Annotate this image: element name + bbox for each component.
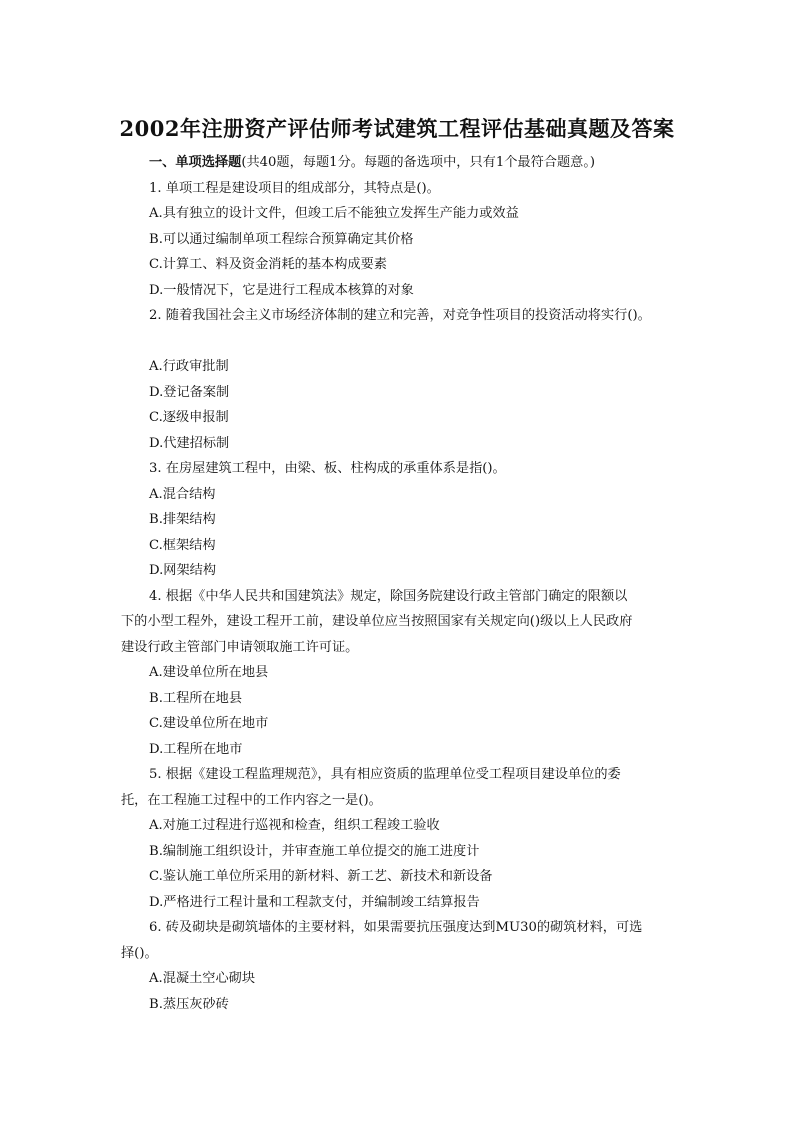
answer-option: B.工程所在地县 <box>149 690 243 706</box>
document-body <box>121 150 681 1017</box>
answer-option: D.工程所在地市 <box>149 741 243 757</box>
question-stem: 2. 随着我国社会主义市场经济体制的建立和完善，对竞争性项目的投资活动将实行()。 <box>149 308 651 323</box>
answer-option: C.鉴认施工单位所采用的新材料、新工艺、新技术和新设备 <box>149 869 493 884</box>
answer-option: B.编制施工组织设计，并审查施工单位提交的施工进度计 <box>149 843 480 859</box>
answer-option: A.混合结构 <box>149 486 216 502</box>
answer-option: A.混凝土空心砌块 <box>149 971 256 986</box>
section-note: (共40题，每题1分。每题的备选项中，只有1个最符合题意。) <box>241 155 596 170</box>
answer-option: C.建设单位所在地市 <box>149 716 269 731</box>
answer-option: C.逐级申报制 <box>149 410 229 425</box>
answer-option: D.严格进行工程计量和工程款支付，并编制竣工结算报告 <box>149 894 480 910</box>
answer-option: C.框架结构 <box>149 537 216 553</box>
answer-option: A.具有独立的设计文件，但竣工后不能独立发挥生产能力或效益 <box>149 206 519 221</box>
answer-option: D.网架结构 <box>149 563 217 578</box>
section-header <box>121 150 681 176</box>
question-stem: 3. 在房屋建筑工程中，由梁、板、柱构成的承重体系是指()。 <box>149 461 506 476</box>
answer-option: B.可以通过编制单项工程综合预算确定其价格 <box>149 231 414 247</box>
question-stem-line: 5. 根据《建设工程监理规范》，具有相应资质的监理单位受工程项目建设单位的委 <box>149 767 621 782</box>
question-stem-line: 建设行政主管部门申请领取施工许可证。 <box>121 639 359 655</box>
answer-option: D.登记备案制 <box>149 384 230 400</box>
question-stem-line: 6. 砖及砌块是砌筑墙体的主要材料，如果需要抗压强度达到MU30的砌筑材料，可选 <box>149 920 643 935</box>
answer-option: A.对施工过程进行巡视和检查，组织工程竣工验收 <box>149 818 440 833</box>
answer-option: B.排架结构 <box>149 512 216 527</box>
question-stem: 1. 单项工程是建设项目的组成部分，其特点是()。 <box>149 180 440 196</box>
question-stem-line: 下的小型工程外，建设工程开工前，建设单位应当按照国家有关规定向()级以上人民政府 <box>121 614 633 629</box>
answer-option: D.一般情况下，它是进行工程成本核算的对象 <box>149 282 414 298</box>
question-stem-line: 4. 根据《中华人民共和国建筑法》规定，除国务院建设行政主管部门确定的限额以 <box>149 588 628 604</box>
answer-option: D.代建招标制 <box>149 435 230 451</box>
answer-option: B.蒸压灰砂砖 <box>149 996 229 1012</box>
answer-option: A.行政审批制 <box>149 359 229 374</box>
blank-line <box>121 329 681 355</box>
answer-option: C.计算工、料及资金消耗的基本构成要素 <box>149 257 387 272</box>
document-title: 2002年注册资产评估师考试建筑工程评估基础真题及答案 <box>119 116 675 141</box>
question-stem-line: 择()。 <box>121 945 158 961</box>
section-heading: 一、单项选择题 <box>149 155 242 170</box>
answer-option: A.建设单位所在地县 <box>149 665 269 680</box>
question-stem-line: 托，在工程施工过程中的工作内容之一是()。 <box>121 792 382 808</box>
